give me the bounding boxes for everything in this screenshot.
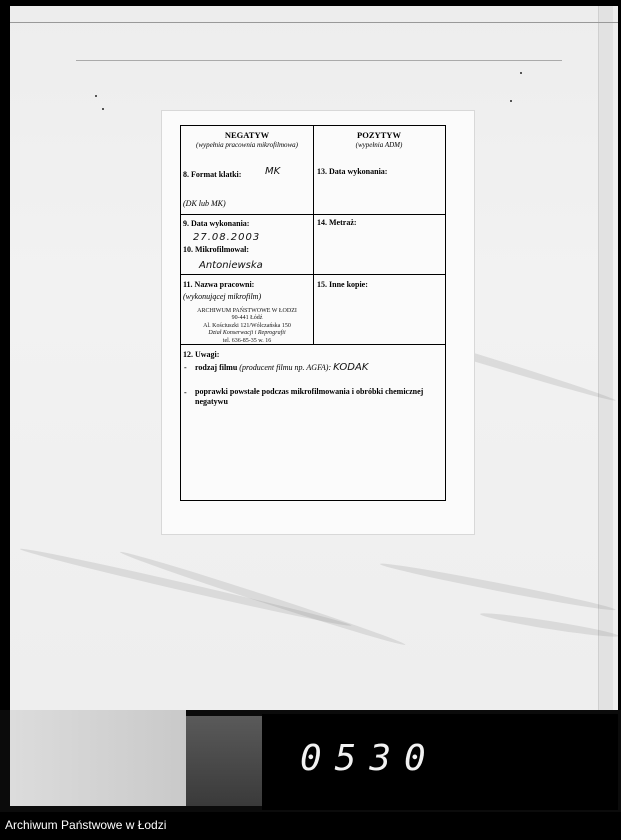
negative-date-value: 27.08.2003 [193, 232, 261, 243]
pozytyw-subtitle: (wypełnia ADM) [355, 141, 403, 149]
corrections-note: poprawki powstałe podczas mikrofilmowania i obróbki chemicznej negatywu [195, 387, 424, 406]
film-edge-light [10, 710, 186, 806]
other-copies-label: 15. Inne kopie: [317, 280, 368, 289]
frame-counter: 0530 [300, 738, 439, 779]
filmed-by-label: 10. Mikrofilmował: [183, 245, 250, 254]
frame-format-hint: (DK lub MK) [183, 199, 226, 208]
divider [10, 22, 618, 23]
film-type-row [195, 362, 435, 373]
remarks-label: 12. Uwagi: [183, 350, 220, 359]
microfilm-form [180, 125, 446, 501]
stamp-line: 90-441 Łódź [231, 315, 263, 322]
pozytyw-title: POZYTYW [357, 130, 401, 140]
archive-name: Archiwum Państwowe w Łodzi [5, 818, 167, 832]
lab-name-label: 11. Nazwa pracowni: [183, 280, 255, 289]
dust-speck [520, 72, 522, 74]
dust-speck [95, 95, 97, 97]
film-type-label: rodzaj filmu [195, 363, 238, 372]
form-divider [181, 214, 445, 215]
negative-date-label: 9. Data wykonania: [183, 219, 250, 228]
stamp-line: Al. Kościuszki 121/Wólczańska 150 [203, 322, 291, 329]
negatyw-title: NEGATYW [224, 130, 270, 140]
stamp-line: ARCHIWUM PAŃSTWOWE W ŁODZI [197, 308, 297, 314]
film-edge-shadow [186, 716, 262, 806]
dust-speck [510, 100, 512, 102]
negatyw-subtitle: (wypełnia pracownia mikrofilmowa) [195, 141, 298, 149]
filmed-by-value: Antoniewska [199, 260, 263, 271]
film-type-value: KODAK [333, 362, 369, 373]
frame-format-label: 8. Format klatki: [183, 170, 242, 179]
positive-date-label: 13. Data wykonania: [317, 167, 388, 176]
bullet: - [184, 388, 187, 397]
dust-speck [102, 108, 104, 110]
frame-format-value: MK [265, 166, 281, 177]
length-label: 14. Metraż: [317, 218, 357, 227]
film-type-hint: (producent filmu np. AGFA): [239, 363, 332, 372]
form-divider [313, 126, 314, 344]
stamp-line: tel. 636-85-35 w. 16 [222, 337, 272, 344]
divider [76, 60, 562, 61]
bullet: - [184, 363, 187, 372]
archive-stamp [181, 308, 313, 345]
lab-name-hint: (wykonującej mikrofilm) [183, 292, 262, 301]
stamp-line: Dział Konserwacji i Reprografii [208, 330, 286, 337]
form-divider [181, 274, 445, 275]
